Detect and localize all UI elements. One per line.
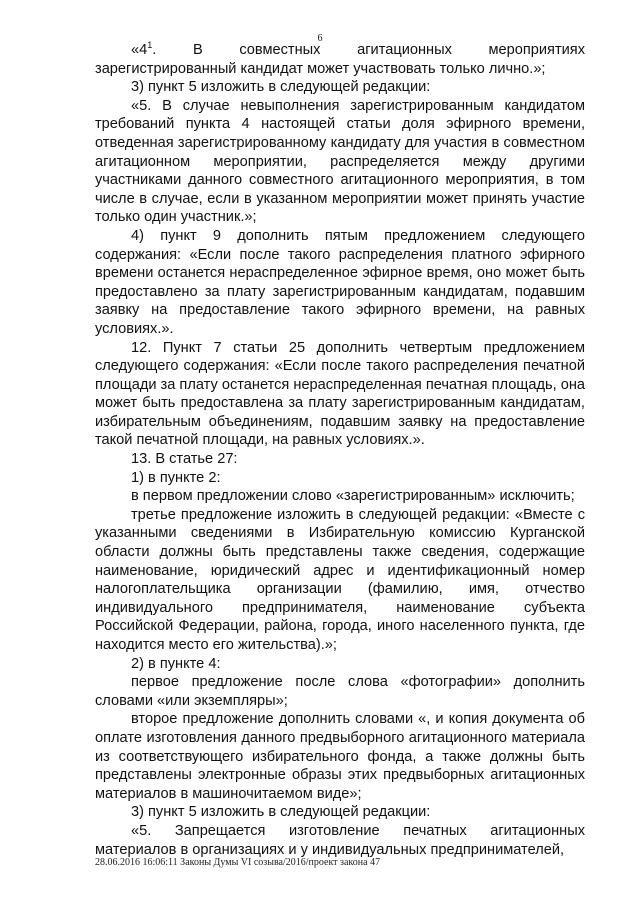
paragraph: в первом предложении слово «зарегистрированным» исключить; — [131, 488, 575, 505]
paragraph: первое предложение после слова «фотографии» дополнить словами «или экземпляры»; — [95, 674, 585, 709]
paragraph: 4) пункт 9 дополнить пятым предложением следующего содержания: «Если после такого распределения платного эфирного времени останется нераспределенное эфирное время, оно может быть предоставлено за плату зарегистрированным кандидатам, подавшим заявку на предоставление такого эфирного времени, на равных условиях.». — [95, 227, 585, 337]
paragraph: 1) в пункте 2: — [131, 469, 221, 486]
paragraph: «5. В случае невыполнения зарегистрированным кандидатом требований пункта 4 настоящей статьи доля эфирного времени, отведенная зарегистрированному кандидату для участия в совместном агитационном мероприятии, распределяется между другими участниками данного совместного агитационного мероприятия, в том числе в случае, если в указанном мероприятии может принять участие только один участник.»; — [95, 97, 585, 226]
paragraph: 3) пункт 5 изложить в следующей редакции: — [131, 79, 431, 96]
document-footer: 28.06.2016 16:06:11 Законы Думы VI созыва/2016/проект закона 47 — [95, 857, 381, 868]
paragraph: третье предложение изложить в следующей редакции: «Вместе с указанными сведениями в Избирательную комиссию Курганской области должны быть представлены также сведения, содержащие наименование, юридический адрес и идентификационный номер налогоплательщика организации (фамилию, имя, отчество индивидуального предпринимателя, наименование субъекта Российской Федерации, района, города, иного населенного пункта, где находится место его жительства).»; — [95, 506, 585, 653]
paragraph: 2) в пункте 4: — [131, 655, 221, 672]
page-number: 6 — [317, 33, 323, 44]
document-body — [95, 41, 585, 859]
superscript: 1 — [147, 40, 153, 51]
paragraph: 12. Пункт 7 статьи 25 дополнить четвертым предложением следующего содержания: «Если после такого распределения печатной площади за плату останется нераспределенная печатная площадь, она может быть предоставлена за плату зарегистрированным кандидатам, избирательным объединениям, подавшим заявку на предоставление такой печатной площади, на равных условиях.». — [95, 339, 585, 449]
paragraph: 3) пункт 5 изложить в следующей редакции: — [131, 804, 431, 821]
paragraph: «5. Запрещается изготовление печатных агитационных материалов в организациях и у индивидуальных предпринимателей, — [95, 822, 585, 858]
paragraph: 13. В статье 27: — [131, 451, 238, 468]
paragraph: второе предложение дополнить словами «, и копия документа об оплате изготовления данного предвыборного агитационного материала из соответствующего избирательного фонда, а также должны быть представлены электронные образы этих предвыборных агитационных материалов в машиночитаемом виде»; — [95, 711, 585, 802]
paragraph-4-1: «$4^1$. В совместных агитационных мероприятиях зарегистрированный кандидат может участвовать только лично.»; — [95, 40, 585, 77]
